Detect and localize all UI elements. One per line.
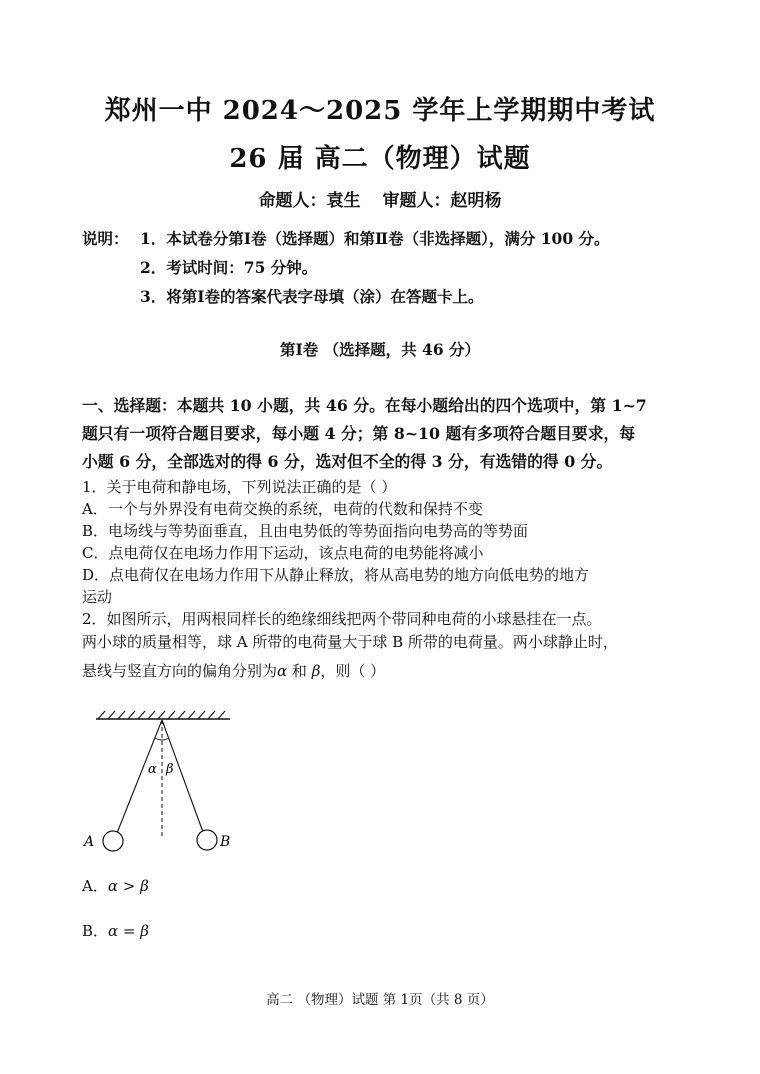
q2-option-b: B．α = β	[82, 922, 149, 940]
beta-symbol: β	[311, 662, 321, 680]
instruction-item: 2．考试时间：75 分钟。	[140, 258, 318, 277]
instructions	[82, 224, 610, 311]
ball-b	[197, 830, 217, 850]
option-d-continued: 运动	[82, 588, 113, 606]
option-a: A．一个与外界没有电荷交换的系统，电荷的代数和保持不变	[82, 500, 483, 518]
section-line: 小题 6 分，全部选对的得 6 分，选对但不全的得 3 分，有选错的得 0 分。	[82, 452, 613, 471]
page-footer: 高二 （物理）试题 第 1页（共 8 页）	[266, 992, 494, 1008]
option-d: D．点电荷仅在电场力作用下从静止释放，将从高电势的地方向低电势的地方	[82, 566, 590, 584]
ceiling	[96, 711, 230, 719]
reviewer-label: 审题人：赵明杨	[382, 191, 502, 211]
ball-b-label: B	[220, 834, 231, 850]
ball-a	[103, 831, 123, 851]
option-b: B．电场线与等势面垂直，且由电势低的等势面指向电势高的等势面	[82, 522, 529, 540]
question-stem-line: 2．如图所示，用两根同样长的绝缘细线把两个带同种电荷的小球悬挂在一点。	[82, 610, 602, 628]
instruction-item: 1．本试卷分第Ⅰ卷（选择题）和第Ⅱ卷（非选择题），满分 100 分。	[140, 229, 610, 248]
alpha-label: α	[148, 762, 157, 777]
option-c: C．点电荷仅在电场力作用下运动，该点电荷的电势能将减小	[82, 544, 484, 562]
question-stem-line: 两小球的质量相等，球 A 所带的电荷量大于球 B 所带的电荷量。两小球静止时，	[82, 633, 618, 651]
instruction-item: 3．将第Ⅰ卷的答案代表字母填（涂）在答题卡上。	[140, 287, 484, 306]
q2-option-b-expr: α = β	[108, 922, 149, 940]
author-line	[0, 186, 760, 211]
author-label: 命题人：袁生	[258, 191, 361, 211]
question-stem: 1．关于电荷和静电场，下列说法正确的是（ ）	[82, 478, 397, 496]
part-title: 第Ⅰ卷 （选择题，共 46 分）	[279, 340, 480, 359]
section-line: 题只有一项符合题目要求，每小题 4 分；第 8~10 题有多项符合题目要求，每	[82, 424, 636, 443]
beta-label: β	[166, 762, 174, 777]
angle-arc	[155, 738, 169, 740]
q2-option-a: A．α > β	[82, 877, 149, 895]
exam-title: 郑州一中 2024～2025 学年上学期期中考试	[104, 96, 656, 126]
pendulum-figure	[82, 705, 242, 855]
alpha-symbol: α	[277, 662, 288, 680]
q2-option-a-expr: α > β	[107, 877, 149, 895]
question-stem-line: 悬线与竖直方向的偏角分别为α 和 β，则（ ）	[82, 662, 386, 680]
instructions-label: 说明：	[82, 229, 129, 248]
question-1	[82, 476, 682, 608]
exam-subtitle: 26 届 高二（物理）试题	[229, 144, 531, 174]
section-heading	[82, 392, 682, 476]
ball-a-label: A	[84, 834, 95, 850]
question-2	[82, 608, 682, 683]
section-line: 一、选择题：本题共 10 小题，共 46 分。在每小题给出的四个选项中，第 1~7	[82, 396, 647, 415]
